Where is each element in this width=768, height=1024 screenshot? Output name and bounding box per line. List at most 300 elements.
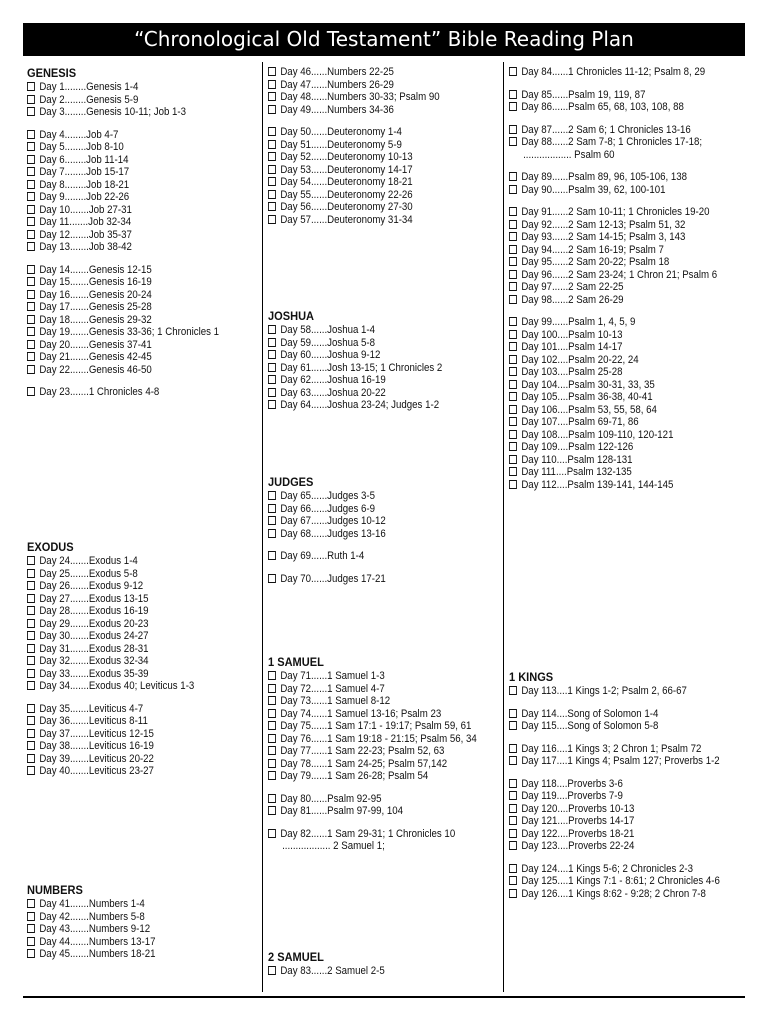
day-label: Day 37	[39, 727, 70, 740]
checkbox-icon[interactable]	[268, 794, 276, 803]
dot-leader: .......	[69, 276, 89, 288]
checkbox-icon[interactable]	[509, 442, 517, 451]
scripture-reference: 1 Kings 5-6; 2 Chronicles 2-3	[568, 862, 693, 875]
scripture-reference: 1 Sam 17:1 - 19:17; Psalm 59, 61	[327, 720, 472, 732]
checkbox-icon[interactable]	[509, 829, 517, 838]
checkbox-icon[interactable]	[27, 606, 35, 615]
reading-entry	[268, 758, 472, 771]
checkbox-icon[interactable]	[509, 367, 517, 376]
reading-entry	[268, 387, 472, 400]
checkbox-icon[interactable]	[268, 746, 276, 755]
scripture-reference: 1 Sam 22-23; Psalm 52, 63	[327, 745, 445, 757]
scripture-reference: Genesis 29-32	[88, 313, 152, 326]
scripture-reference: Job 22-26	[86, 191, 130, 203]
checkbox-icon[interactable]	[27, 217, 35, 226]
dot-leader: ........	[64, 166, 87, 178]
reading-section	[27, 883, 259, 961]
dot-leader: ........	[64, 93, 87, 106]
dot-leader: ....	[557, 887, 569, 900]
checkbox-icon[interactable]	[509, 137, 517, 146]
day-label: Day 27	[39, 592, 70, 605]
section-heading: 2 SAMUEL	[268, 950, 324, 964]
day-label: Day 52	[280, 151, 311, 163]
reading-entry	[27, 555, 231, 568]
scripture-reference: Psalm 109-110, 120-121	[568, 428, 674, 441]
reading-entry	[268, 732, 477, 746]
scripture-reference: Exodus 40; Leviticus 1-3	[88, 680, 195, 692]
day-label: Day 71	[280, 670, 311, 682]
dot-leader: ......	[551, 171, 569, 183]
scripture-reference: Deuteronomy 27-30	[327, 201, 413, 213]
checkbox-icon[interactable]	[27, 387, 35, 396]
scripture-reference: 1 Samuel 13-16; Psalm 23	[327, 707, 442, 720]
checkbox-icon[interactable]	[27, 142, 35, 151]
day-label: Day 119	[521, 790, 557, 802]
day-label: Day 76	[280, 732, 311, 745]
checkbox-icon[interactable]	[509, 185, 517, 194]
checkbox-icon[interactable]	[268, 177, 276, 186]
checkbox-icon[interactable]	[27, 729, 35, 738]
checkbox-icon[interactable]	[509, 355, 517, 364]
dot-leader: .......	[69, 313, 89, 326]
scripture-reference: Psalm 65, 68, 103, 108, 88	[568, 101, 684, 113]
checkbox-icon[interactable]	[27, 95, 35, 104]
dot-leader: ......	[310, 682, 328, 695]
scripture-reference: Numbers 26-29	[327, 78, 394, 91]
checkbox-icon[interactable]	[27, 912, 35, 921]
reading-entry	[27, 301, 231, 314]
checkbox-icon[interactable]	[509, 380, 517, 389]
checkbox-icon[interactable]	[509, 686, 517, 695]
day-label: Day 56	[280, 201, 311, 213]
checkbox-icon[interactable]	[268, 734, 276, 743]
checkbox-icon[interactable]	[268, 338, 276, 347]
checkbox-icon[interactable]	[509, 841, 517, 850]
checkbox-icon[interactable]	[268, 363, 276, 372]
checkbox-icon[interactable]	[509, 816, 517, 825]
checkbox-icon[interactable]	[27, 167, 35, 176]
dot-leader: .......	[69, 740, 89, 752]
checkbox-icon[interactable]	[509, 430, 517, 439]
checkbox-icon[interactable]	[27, 924, 35, 933]
scripture-reference: Leviticus 16-19	[88, 740, 154, 752]
scripture-reference: Leviticus 20-22	[88, 752, 154, 765]
checkbox-icon[interactable]	[509, 102, 517, 111]
checkbox-icon[interactable]	[27, 949, 35, 958]
day-label: Day 49	[280, 103, 311, 116]
checkbox-icon[interactable]	[268, 400, 276, 409]
checkbox-icon[interactable]	[268, 215, 276, 224]
dot-leader: ......	[310, 151, 328, 163]
checkbox-icon[interactable]	[27, 937, 35, 946]
section-heading: JOSHUA	[268, 309, 315, 323]
dot-leader: ....	[557, 391, 569, 403]
checkbox-icon[interactable]	[27, 130, 35, 139]
day-label: Day 83	[280, 965, 311, 977]
scripture-reference: 1 Sam 19:18 - 21:15; Psalm 56, 34	[327, 732, 477, 745]
reading-entry	[27, 106, 231, 119]
checkbox-icon[interactable]	[268, 574, 276, 583]
scripture-reference: Deuteronomy 18-21	[327, 176, 413, 188]
reading-entry	[509, 454, 717, 467]
scripture-reference: Psalm 10-13	[568, 328, 623, 341]
scripture-reference: Job 35-37	[88, 228, 132, 241]
checkbox-icon[interactable]	[268, 105, 276, 114]
scripture-reference: Genesis 33-36; 1 Chronicles 1	[88, 326, 220, 338]
checkbox-icon[interactable]	[509, 709, 517, 718]
day-label: Day 84	[521, 66, 552, 78]
checkbox-icon[interactable]	[509, 232, 517, 241]
section-heading: 1 SAMUEL	[268, 655, 324, 669]
checkbox-icon[interactable]	[27, 899, 35, 908]
checkbox-icon[interactable]	[268, 152, 276, 161]
dot-leader: ......	[310, 138, 328, 151]
checkbox-icon[interactable]	[509, 467, 517, 476]
day-label: Day 73	[280, 695, 311, 707]
checkbox-icon[interactable]	[27, 192, 35, 201]
checkbox-icon[interactable]	[509, 282, 517, 291]
scripture-reference: Job 15-17	[86, 166, 130, 178]
dot-leader: ....	[557, 403, 569, 416]
checkbox-icon[interactable]	[268, 325, 276, 334]
reading-entry	[509, 840, 717, 853]
checkbox-icon[interactable]	[27, 581, 35, 590]
checkbox-icon[interactable]	[268, 92, 276, 101]
reading-entry	[268, 164, 472, 177]
checkbox-icon[interactable]	[509, 744, 517, 753]
reading-entry	[27, 179, 231, 192]
dot-leader: .......	[69, 203, 89, 216]
reading-section	[509, 66, 745, 491]
checkbox-icon[interactable]	[27, 265, 35, 274]
day-label: Day 15	[39, 276, 70, 288]
checkbox-icon[interactable]	[509, 876, 517, 885]
reading-entry	[27, 314, 231, 327]
checkbox-icon[interactable]	[268, 67, 276, 76]
reading-entry	[509, 875, 720, 888]
checkbox-icon[interactable]	[27, 594, 35, 603]
scripture-reference: Numbers 22-25	[327, 66, 394, 78]
checkbox-icon[interactable]	[27, 352, 35, 361]
reading-entry	[268, 573, 472, 586]
checkbox-icon[interactable]	[27, 340, 35, 349]
checkbox-icon[interactable]	[268, 388, 276, 397]
checkbox-icon[interactable]	[268, 516, 276, 525]
checkbox-icon[interactable]	[509, 417, 517, 426]
checkbox-icon[interactable]	[509, 392, 517, 401]
reading-entry	[509, 184, 717, 197]
day-label: Day 12	[39, 228, 70, 241]
scripture-reference: Deuteronomy 10-13	[327, 151, 413, 163]
scripture-reference: Judges 13-16	[327, 527, 386, 540]
reading-entry	[509, 101, 717, 114]
checkbox-icon[interactable]	[268, 759, 276, 768]
scripture-reference: 2 Samuel 2-5	[327, 965, 385, 977]
reading-entry	[509, 685, 717, 698]
reading-entry	[509, 341, 717, 354]
checkbox-icon[interactable]	[509, 721, 517, 730]
scripture-reference: Leviticus 4-7	[88, 702, 144, 715]
day-label: Day 18	[39, 313, 70, 326]
checkbox-icon[interactable]	[509, 317, 517, 326]
checkbox-icon[interactable]	[27, 327, 35, 336]
checkbox-icon[interactable]	[509, 295, 517, 304]
reading-entry	[509, 89, 717, 102]
dot-leader: ......	[310, 374, 328, 386]
section-heading: GENESIS	[27, 66, 77, 80]
dot-leader: .......	[69, 363, 89, 376]
checkbox-icon[interactable]	[268, 202, 276, 211]
scripture-reference: Deuteronomy 31-34	[327, 213, 413, 226]
dot-leader: ....	[556, 790, 568, 802]
checkbox-icon[interactable]	[268, 375, 276, 384]
dot-leader: ....	[557, 862, 569, 875]
dot-leader: ......	[310, 965, 328, 977]
dot-leader: ....	[555, 466, 567, 478]
checkbox-icon[interactable]	[27, 82, 35, 91]
day-label: Day 42	[39, 910, 70, 923]
checkbox-icon[interactable]	[509, 864, 517, 873]
checkbox-icon[interactable]	[27, 716, 35, 725]
day-label: Day 34	[39, 680, 70, 692]
checkbox-icon[interactable]	[268, 806, 276, 815]
dot-leader: ....	[556, 707, 568, 720]
day-label: Day 107	[521, 416, 558, 428]
checkbox-icon[interactable]	[27, 107, 35, 116]
dot-leader: ......	[310, 349, 328, 361]
scripture-reference: 1 Kings 3; 2 Chron 1; Psalm 72	[567, 742, 702, 755]
scripture-reference: Psalm 122-126	[568, 441, 634, 453]
checkbox-icon[interactable]	[27, 754, 35, 763]
day-label: Day 103	[521, 366, 558, 378]
day-label: Day 28	[39, 605, 70, 617]
scripture-reference: Psalm 53, 55, 58, 64	[568, 403, 657, 416]
checkbox-icon[interactable]	[509, 330, 517, 339]
day-label: Day 66	[280, 502, 311, 515]
checkbox-icon[interactable]	[27, 681, 35, 690]
dot-leader: ......	[310, 572, 328, 585]
scripture-reference: 2 Sam 10-11; 1 Chronicles 19-20	[568, 206, 710, 218]
checkbox-icon[interactable]	[509, 889, 517, 898]
day-label: Day 122	[521, 827, 558, 840]
checkbox-icon[interactable]	[509, 125, 517, 134]
checkbox-icon[interactable]	[27, 556, 35, 565]
checkbox-icon[interactable]	[27, 290, 35, 299]
day-label: Day 32	[39, 655, 70, 667]
checkbox-icon[interactable]	[27, 644, 35, 653]
reading-section	[268, 950, 500, 978]
day-label: Day 25	[39, 567, 70, 580]
checkbox-icon[interactable]	[268, 696, 276, 705]
checkbox-icon[interactable]	[268, 671, 276, 680]
scripture-reference: Leviticus 23-27	[88, 765, 154, 777]
reading-entry	[268, 770, 472, 783]
checkbox-icon[interactable]	[268, 165, 276, 174]
dot-leader: ......	[310, 91, 328, 103]
checkbox-icon[interactable]	[509, 257, 517, 266]
day-label: Day 113	[521, 685, 557, 697]
day-label: Day 68	[280, 527, 311, 540]
reading-entry	[268, 139, 472, 152]
reading-entry	[509, 219, 717, 232]
checkbox-icon[interactable]	[27, 180, 35, 189]
checkbox-icon[interactable]	[509, 480, 517, 489]
checkbox-icon[interactable]	[268, 529, 276, 538]
reading-continuation: .................. 2 Samuel 1;	[282, 840, 385, 852]
day-label: Day 109	[521, 441, 558, 453]
reading-entry	[268, 695, 472, 708]
reading-entry	[27, 204, 231, 217]
checkbox-icon[interactable]	[268, 721, 276, 730]
checkbox-icon[interactable]	[268, 504, 276, 513]
checkbox-icon[interactable]	[509, 270, 517, 279]
day-label: Day 90	[521, 183, 552, 196]
day-label: Day 78	[280, 757, 311, 770]
reading-entry	[509, 124, 717, 137]
dot-leader: ......	[551, 66, 569, 78]
checkbox-icon[interactable]	[27, 669, 35, 678]
checkbox-icon[interactable]	[509, 405, 517, 414]
dot-leader: .......	[69, 680, 89, 692]
scripture-reference: Psalm 139-141, 144-145	[567, 478, 674, 491]
page-title: “Chronological Old Testament” Bible Reading Plan	[23, 23, 745, 56]
reading-entry	[27, 229, 231, 242]
checkbox-icon[interactable]	[509, 220, 517, 229]
column-3	[509, 62, 745, 992]
spacer	[509, 79, 745, 89]
scripture-reference: Exodus 13-15	[88, 592, 149, 605]
day-label: Day 91	[521, 206, 552, 218]
reading-entry	[27, 911, 231, 924]
checkbox-icon[interactable]	[509, 245, 517, 254]
checkbox-icon[interactable]	[509, 90, 517, 99]
checkbox-icon[interactable]	[27, 741, 35, 750]
checkbox-icon[interactable]	[268, 190, 276, 199]
checkbox-icon[interactable]	[27, 365, 35, 374]
scripture-reference: Exodus 24-27	[88, 630, 149, 642]
scripture-reference: Joshua 23-24; Judges 1-2	[327, 399, 440, 411]
checkbox-icon[interactable]	[268, 491, 276, 500]
spacer	[27, 693, 259, 703]
reading-entry	[268, 720, 472, 733]
scripture-reference: Song of Solomon 1-4	[567, 707, 659, 720]
dot-leader: ......	[551, 101, 569, 113]
dot-leader: .......	[69, 592, 89, 605]
dot-leader: ......	[310, 163, 328, 176]
day-label: Day 87	[521, 123, 552, 136]
checkbox-icon[interactable]	[268, 80, 276, 89]
checkbox-icon[interactable]	[268, 684, 276, 693]
checkbox-icon[interactable]	[27, 315, 35, 324]
reading-entry	[268, 362, 472, 375]
day-label: Day 93	[521, 231, 552, 243]
checkbox-icon[interactable]	[268, 771, 276, 780]
checkbox-icon[interactable]	[27, 766, 35, 775]
scripture-reference: Deuteronomy 1-4	[327, 126, 402, 138]
dot-leader: .......	[69, 752, 89, 765]
checkbox-icon[interactable]	[509, 67, 517, 76]
reading-entry	[509, 269, 717, 282]
checkbox-icon[interactable]	[509, 779, 517, 788]
checkbox-icon[interactable]	[509, 791, 517, 800]
checkbox-icon[interactable]	[27, 242, 35, 251]
checkbox-icon[interactable]	[27, 656, 35, 665]
checkbox-icon[interactable]	[27, 619, 35, 628]
checkbox-icon[interactable]	[509, 756, 517, 765]
reading-entry	[27, 643, 231, 656]
reading-entry	[268, 515, 472, 528]
checkbox-icon[interactable]	[268, 709, 276, 718]
day-label: Day 47	[280, 78, 311, 91]
scripture-reference: Judges 3-5	[327, 490, 376, 502]
checkbox-icon[interactable]	[268, 966, 276, 975]
checkbox-icon[interactable]	[27, 569, 35, 578]
day-label: Day 33	[39, 667, 70, 680]
day-label: Day 45	[39, 948, 70, 960]
reading-entry	[268, 126, 472, 139]
dot-leader: ....	[557, 328, 569, 341]
dot-leader: .......	[69, 642, 89, 655]
checkbox-icon[interactable]	[268, 127, 276, 136]
scripture-reference: Job 18-21	[86, 178, 130, 191]
dot-leader: ....	[556, 720, 568, 732]
spacer	[509, 768, 745, 778]
scripture-reference: 2 Sam 14-15; Psalm 3, 143	[568, 231, 686, 243]
day-label: Day 57	[280, 213, 311, 226]
dot-leader: .......	[69, 241, 89, 253]
scripture-reference: Genesis 16-19	[88, 276, 152, 288]
reading-entry	[509, 863, 717, 876]
scripture-reference: Genesis 42-45	[88, 351, 152, 363]
reading-entry	[509, 136, 717, 149]
reading-entry	[268, 965, 472, 978]
checkbox-icon[interactable]	[27, 230, 35, 239]
day-label: Day 95	[521, 256, 552, 268]
checkbox-icon[interactable]	[27, 631, 35, 640]
reading-entry	[27, 191, 231, 204]
checkbox-icon[interactable]	[27, 302, 35, 311]
checkbox-icon[interactable]	[27, 704, 35, 713]
checkbox-icon[interactable]	[27, 155, 35, 164]
day-label: Day 61	[280, 361, 311, 374]
dot-leader: ....	[557, 840, 569, 852]
scripture-reference: Genesis 46-50	[88, 363, 152, 376]
checkbox-icon[interactable]	[27, 205, 35, 214]
checkbox-icon[interactable]	[509, 455, 517, 464]
checkbox-icon[interactable]	[509, 804, 517, 813]
reading-entry	[27, 618, 231, 631]
checkbox-icon[interactable]	[268, 829, 276, 838]
reading-entry	[509, 256, 717, 269]
checkbox-icon[interactable]	[509, 207, 517, 216]
checkbox-icon[interactable]	[268, 551, 276, 560]
checkbox-icon[interactable]	[509, 342, 517, 351]
checkbox-icon[interactable]	[268, 350, 276, 359]
day-label: Day 23	[39, 386, 70, 398]
day-label: Day 48	[280, 91, 311, 103]
reading-entry	[27, 898, 231, 911]
checkbox-icon[interactable]	[509, 172, 517, 181]
checkbox-icon[interactable]	[27, 277, 35, 286]
dot-leader: .......	[69, 338, 89, 351]
day-label: Day 81	[280, 805, 311, 817]
reading-entry	[268, 324, 472, 337]
checkbox-icon[interactable]	[268, 140, 276, 149]
scripture-reference: 1 Sam 24-25; Psalm 57,142	[327, 757, 448, 770]
reading-entry	[268, 745, 472, 758]
day-label: Day 11	[39, 216, 70, 228]
column-divider	[503, 62, 504, 992]
